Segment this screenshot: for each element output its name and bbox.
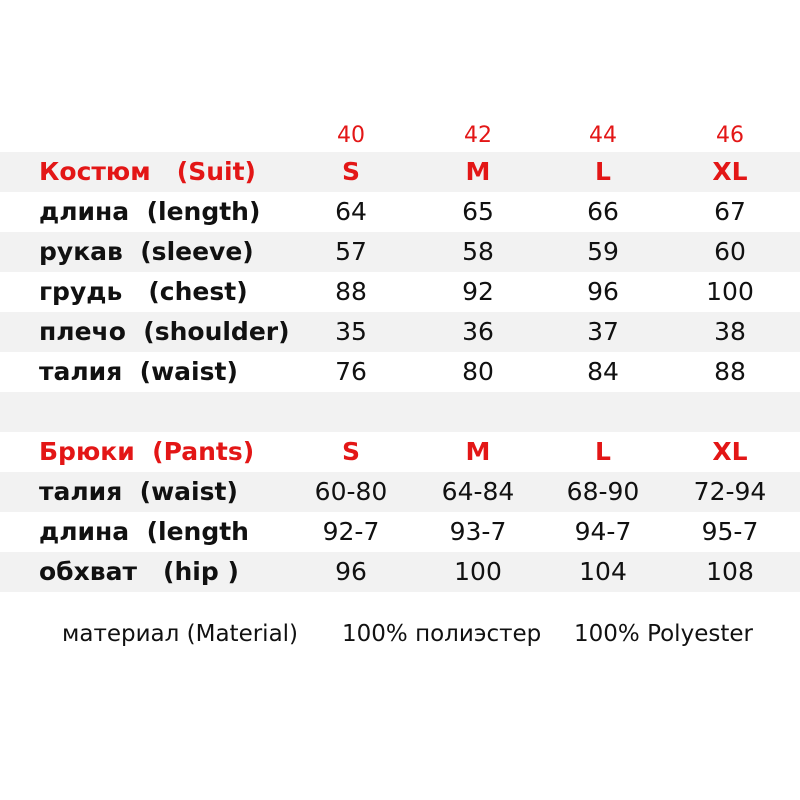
suit-header-row xyxy=(0,152,800,192)
material-value-ru: 100% полиэстер xyxy=(342,621,542,647)
cell-value: 96 xyxy=(335,557,367,586)
cell-value: 84 xyxy=(587,357,619,386)
pants-row-length xyxy=(0,512,800,552)
cell-value: 64 xyxy=(335,197,367,226)
cell-value: 66 xyxy=(587,197,619,226)
suit-size-l: L xyxy=(595,157,611,186)
cell-value: 59 xyxy=(587,237,619,266)
size-number-40: 40 xyxy=(337,123,365,148)
pants-size-l: L xyxy=(595,437,611,466)
size-number-42: 42 xyxy=(464,123,492,148)
row-label: талия (waist) xyxy=(39,477,238,506)
row-label: длина (length xyxy=(39,517,249,546)
material-label: материал (Material) xyxy=(62,621,299,647)
cell-value: 80 xyxy=(462,357,494,386)
row-label: обхват (hip ) xyxy=(39,557,239,586)
suit-size-s: S xyxy=(341,157,360,186)
cell-value: 96 xyxy=(587,277,619,306)
cell-value: 92 xyxy=(462,277,494,306)
section-divider xyxy=(0,392,800,432)
row-label: грудь (chest) xyxy=(39,277,248,306)
row-label: длина (length) xyxy=(39,197,261,226)
suit-row-waist xyxy=(0,352,800,392)
cell-value: 108 xyxy=(706,557,754,586)
cell-value: 58 xyxy=(462,237,494,266)
cell-value: 100 xyxy=(706,277,754,306)
pants-row-waist xyxy=(0,472,800,512)
row-label: плечо (shoulder) xyxy=(39,317,290,346)
pants-row-hip xyxy=(0,552,800,592)
cell-value: 37 xyxy=(587,317,619,346)
cell-value: 92-7 xyxy=(322,517,380,546)
cell-value: 67 xyxy=(714,197,746,226)
pants-size-m: M xyxy=(465,437,491,466)
pants-header-label: Брюки (Pants) xyxy=(39,437,255,466)
row-label: талия (waist) xyxy=(39,357,238,386)
cell-value: 65 xyxy=(462,197,494,226)
size-number-44: 44 xyxy=(589,123,617,148)
cell-value: 93-7 xyxy=(449,517,507,546)
cell-value: 88 xyxy=(714,357,746,386)
cell-value: 94-7 xyxy=(574,517,632,546)
pants-size-s: S xyxy=(341,437,360,466)
suit-row-chest xyxy=(0,272,800,312)
suit-size-xl: XL xyxy=(712,157,748,186)
cell-value: 100 xyxy=(454,557,502,586)
cell-value: 76 xyxy=(335,357,367,386)
cell-value: 64-84 xyxy=(441,477,515,506)
suit-size-numbers-row xyxy=(0,116,800,156)
row-label: рукав (sleeve) xyxy=(39,237,254,266)
cell-value: 36 xyxy=(462,317,494,346)
material-value-en: 100% Polyester xyxy=(574,621,753,647)
suit-row-sleeve xyxy=(0,232,800,272)
cell-value: 38 xyxy=(714,317,746,346)
suit-size-m: M xyxy=(465,157,491,186)
suit-row-shoulder xyxy=(0,312,800,352)
pants-header-row xyxy=(0,432,800,472)
suit-header-label: Костюм (Suit) xyxy=(39,157,256,186)
cell-value: 88 xyxy=(335,277,367,306)
cell-value: 60 xyxy=(714,237,746,266)
cell-value: 57 xyxy=(335,237,367,266)
cell-value: 68-90 xyxy=(566,477,640,506)
size-number-46: 46 xyxy=(716,123,744,148)
cell-value: 35 xyxy=(335,317,367,346)
cell-value: 60-80 xyxy=(314,477,388,506)
pants-size-xl: XL xyxy=(712,437,748,466)
cell-value: 104 xyxy=(579,557,627,586)
suit-row-length xyxy=(0,192,800,232)
cell-value: 72-94 xyxy=(693,477,767,506)
cell-value: 95-7 xyxy=(701,517,759,546)
